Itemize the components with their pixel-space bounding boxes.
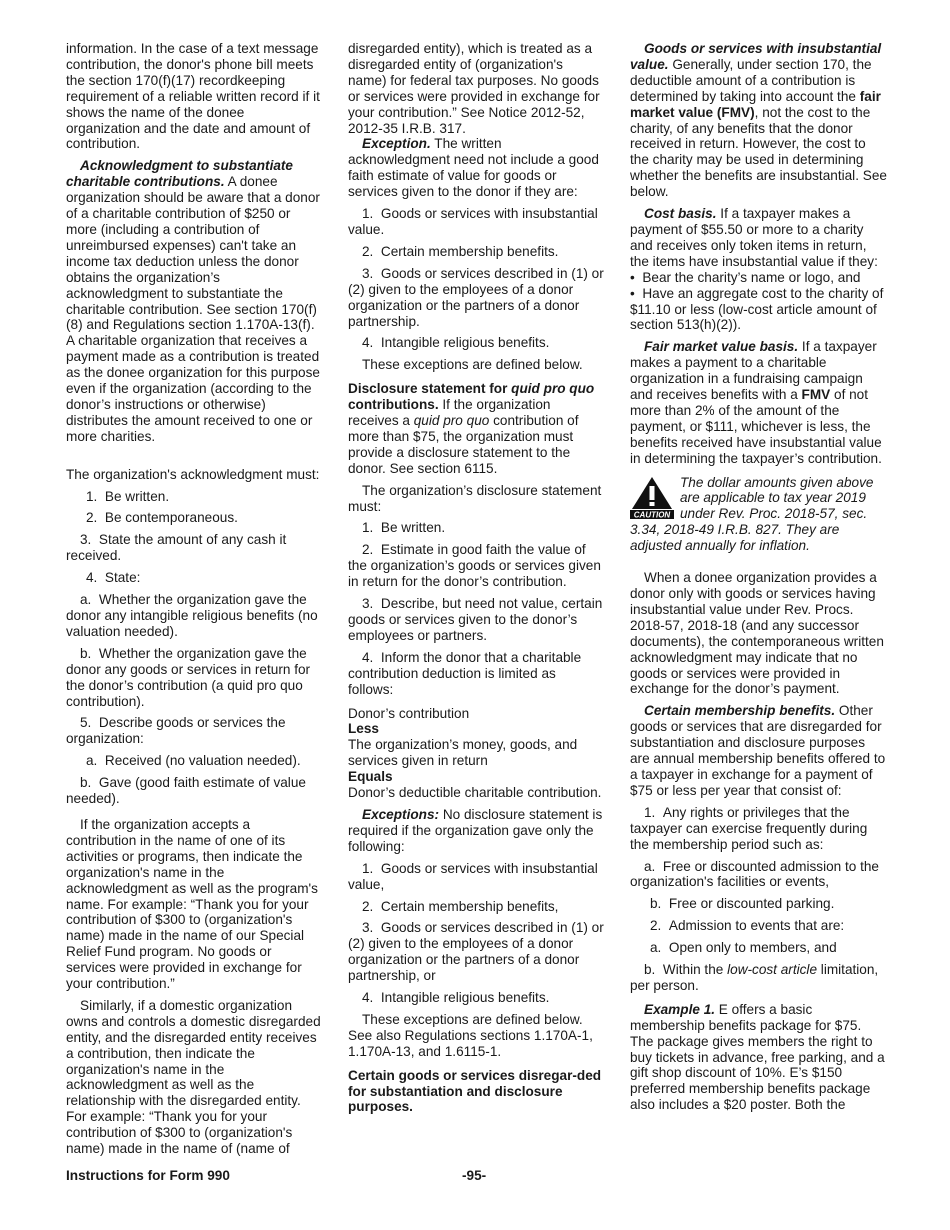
paragraph-disclosure (348, 381, 604, 476)
column-1 (66, 41, 322, 1163)
list-item: 1. Be written. (86, 488, 170, 504)
paragraph: information. In the case of a text message contribution, the donor's phone bill meets the section 170(f)(17) recordkeeping requirement of a reliable written record if it shows the name of the donee organization and the date and amount of contribution. (66, 41, 320, 152)
list-item: 5. Describe goods or services the organization: (66, 715, 286, 747)
list-item: 2. Be contemporaneous. (86, 510, 238, 526)
paragraph: When a donee organization provides a donor only with goods or services having insubstantial value under Rev. Procs. 2018-57, 2018-18 (and any successor documents), the contemporaneous written acknowledgment may indicate that no goods or services were provided in exchange for the donor’s payment. (630, 570, 884, 697)
list-item: b. Free or discounted parking. (650, 896, 835, 912)
formula-line: The organization’s money, goods, and services given in return (348, 737, 578, 769)
paragraph-fmv-basis (630, 339, 888, 466)
list-item: 2. Certain membership benefits, (362, 898, 559, 914)
list-item: b. Whether the organization gave the donor any goods or services in return for the donor’s contribution (a quid pro quo contribution). (66, 645, 311, 709)
paragraph-membership (630, 703, 888, 798)
list-item: 1. Be written. (362, 520, 446, 536)
subheading: Disclosure statement for (348, 381, 512, 397)
paragraph: These exceptions are defined below. See also Regulations sections 1.170A-1, 1.170A-13, and 1.6115-1. (348, 1011, 593, 1059)
paragraph-example-1 (630, 1002, 888, 1113)
list-item: 1. Goods or services with insubstantial value. (348, 206, 598, 237)
page-number: -95- (462, 1168, 487, 1183)
paragraph-text: E offers a basic membership benefits package for $75. The package gives members the right to buy tickets in advance, free parking, and a gift shop discount of 10%. E’s $150 preferred membership benefits package also includes a $20 poster. Both the (630, 1001, 885, 1113)
subheading: contributions. (348, 397, 439, 413)
paragraph-text: of not more than 2% of the amount of the payment, or $111, whichever is less, the benefits received have insubstantial value in determining the taxpayer’s contribution. (630, 387, 882, 466)
list-item: 1. Any rights or privileges that the taxpayer can exercise frequently during the membership period such as: (630, 804, 868, 852)
list-item: 2. Admission to events that are: (650, 918, 845, 934)
paragraph-exceptions (348, 807, 604, 855)
subheading: Certain membership benefits. (644, 703, 836, 719)
subheading: Goods or services with insubstantial value. (630, 41, 882, 72)
subheading-italic: quid pro quo (511, 381, 595, 397)
list-item-text: b. Within the (644, 962, 728, 978)
list-item: 4. State: (86, 570, 141, 586)
paragraph-text: A donee organization should be aware that a donor of a charitable contribution of $250 or more (including a contribution of unreimbursed expenses) can't take an income tax deduction unless the donor obtains the organization’s acknowledgment to substantiate the charitable contribution. See section 170(f)(8) and Regulations section 1.170A-13(f). A charitable organization that receives a payment made as a contribution is treated as the donee organization for this purpose even if the organization (according to the donor’s instructions or otherwise) distributes the amount received to one or more charities. (66, 174, 320, 444)
bold-text: FMV (801, 387, 831, 403)
bullet-item: • Have an aggregate cost to the charity of $11.10 or less (low-cost article amount of section 513(h)(2)). (630, 285, 884, 333)
list-item: 3. Describe, but need not value, certain goods or services given to the donor’s employees or partners. (348, 596, 603, 643)
caution-box (630, 475, 888, 555)
caution-label: CAUTION (633, 510, 671, 519)
subheading: Exception. (362, 136, 431, 152)
paragraph-text: No disclosure statement is required if the organization gave only the following: (348, 806, 603, 854)
caution-icon (630, 475, 676, 521)
formula-operator: Less (348, 721, 379, 737)
paragraph: The organization’s disclosure statement must: (348, 482, 602, 514)
list-item: b. Gave (good faith estimate of value needed). (66, 775, 306, 807)
paragraph-text: If a taxpayer makes a payment of $55.50 or more to a charity and receives only token items in return, the items have insubstantial value if they: (630, 206, 878, 269)
paragraph-goods-services (630, 41, 888, 200)
paragraph: The organization's acknowledgment must: (66, 466, 320, 482)
list-item: 2. Estimate in good faith the value of the organization’s goods or services given in return for the donor’s contribution. (348, 542, 601, 590)
paragraph: If the organization accepts a contribution in the name of one of its activities or programs, then indicate the organization's name in the acknowledgment as well as the program's name. For example: “Thank you for your contribution of $300 to (organization's name) made in the name of our Special Relief Fund program. No goods or services were provided in exchange for your contribution.” (66, 816, 318, 992)
subheading: Exceptions: (362, 806, 440, 822)
formula-line: Donor’s contribution (348, 705, 470, 721)
list-item: 4. Intangible religious benefits. (362, 990, 550, 1006)
list-item: a. Received (no valuation needed). (86, 753, 301, 769)
list-item: 3. Goods or services described in (1) or (2) given to the employees of a donor organization or the partners of a donor partnership. (348, 265, 604, 329)
paragraph-text: If a taxpayer makes a payment to a charitable organization in a fundraising campaign and receives benefits with a (630, 339, 877, 403)
list-item: a. Whether the organization gave the donor any intangible religious benefits (no valuation needed). (66, 592, 318, 639)
column-2 (348, 41, 604, 1121)
list-item-text: limitation, per person. (630, 962, 879, 993)
caution-content (630, 475, 888, 555)
paragraph-text: Generally, under section 170, the deductible amount of a contribution is determined by taking into account the (630, 56, 872, 104)
subheading: Acknowledgment to substantiate charitable contributions. (66, 158, 293, 190)
list-item: 4. Intangible religious benefits. (362, 335, 550, 351)
list-item: 1. Goods or services with insubstantial value, (348, 860, 598, 892)
paragraph: disregarded entity), which is treated as a disregarded entity of (organization's name) for federal tax purposes. No goods or services were provided in exchange for your contribution.” See Notice 2012-52, 2012-35 I.R.B. 317. (348, 41, 600, 136)
paragraph-text: contribution of more than $75, the organization must provide a disclosure statement to the donor. See section 6115. (348, 413, 579, 476)
column-3 (630, 41, 888, 1119)
subheading: Fair market value basis. (644, 339, 799, 355)
paragraph-acknowledgment (66, 158, 322, 444)
footer-form-title: Instructions for Form 990 (66, 1168, 230, 1183)
paragraph-text: , not the cost to the charity, of any benefits that the donor received in return. However, the cost to the charity may be used in determining whether the benefits are insubstantial. See below. (630, 104, 887, 200)
formula-line: Donor’s deductible charitable contribution. (348, 785, 602, 801)
bold-text: fair market value (FMV) (630, 88, 881, 120)
list-item: 3. State the amount of any cash it received. (66, 532, 287, 564)
italic-text: low-cost article (727, 962, 818, 978)
paragraph-cost-basis (630, 206, 888, 270)
caution-text: The dollar amounts given above are applicable to tax year 2019 under Rev. Proc. 2018-57, sec. 3.34, 2018-49 I.R.B. 827. They are adjusted annually for inflation. (630, 474, 874, 554)
italic-text: quid pro quo (413, 413, 490, 429)
paragraph-text: The written acknowledgment need not include a good faith estimate of value for goods or services given to the donor if they are: (348, 136, 599, 200)
formula-operator: Equals (348, 769, 393, 785)
paragraph-text: If the organization receives a (348, 397, 551, 429)
paragraph: Similarly, if a domestic organization owns and controls a domestic disregarded entity, and the disregarded entity receives a contribution, then indicate the organization's name in the acknowledgment as well as the relationship with the disregarded entity. For example: “Thank you for your contribution of $300 to (organization's name) made in the name of (name of (66, 997, 321, 1157)
list-item: a. Free or discounted admission to the organization's facilities or events, (630, 858, 879, 890)
subheading: Example 1. (644, 1001, 716, 1017)
list-item: 3. Goods or services described in (1) or (2) given to the employees of a donor organization or the partners of a donor partnership, or (348, 920, 604, 984)
paragraph: These exceptions are defined below. (362, 357, 583, 373)
bullet-item: • Bear the charity’s name or logo, and (630, 269, 861, 285)
list-item: 4. Inform the donor that a charitable contribution deduction is limited as follows: (348, 649, 582, 697)
list-item: a. Open only to members, and (650, 940, 837, 956)
paragraph-exception (348, 136, 604, 200)
paragraph-text: Other goods or services that are disregarded for substantiation and disclosure purposes are annual membership benefits offered to a taxpayer in exchange for a payment of $75 or less per year that consist of: (630, 703, 886, 798)
section-heading: Certain goods or services disregar-ded for substantiation and disclosure purposes. (348, 1067, 602, 1115)
list-item-low-cost (630, 962, 888, 994)
list-item: 2. Certain membership benefits. (362, 243, 559, 259)
subheading: Cost basis. (644, 206, 717, 222)
